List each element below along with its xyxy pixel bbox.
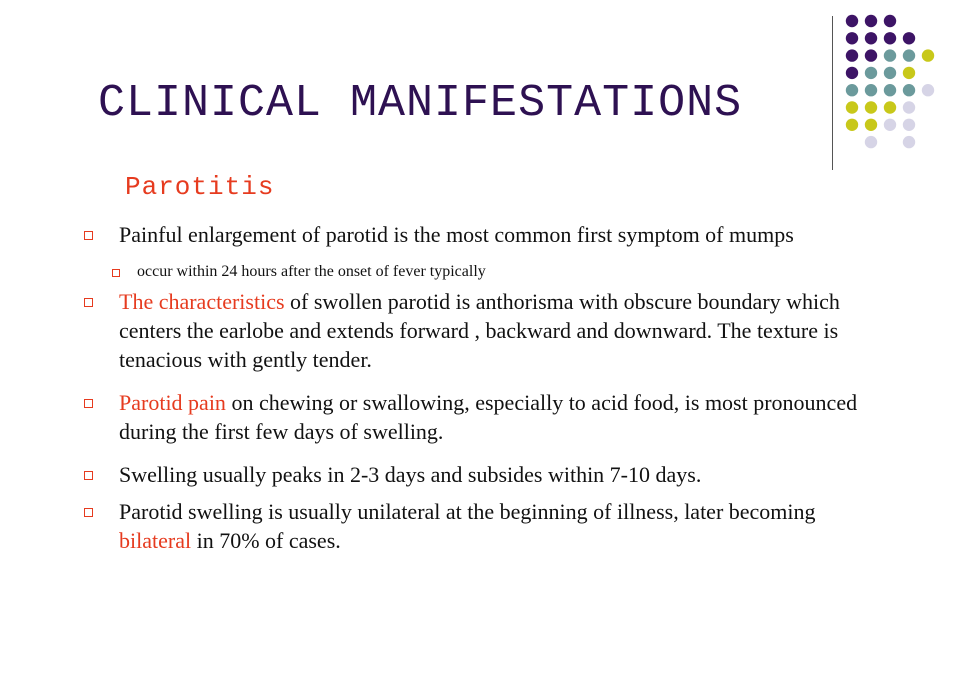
decorative-dot <box>846 84 858 96</box>
decorative-dot <box>846 15 858 27</box>
decorative-dot <box>846 101 858 113</box>
sub-bullet-item <box>84 261 884 283</box>
decorative-dot <box>846 49 858 61</box>
bullet-square-icon <box>84 231 93 240</box>
bullet-highlight: bilateral <box>119 528 192 553</box>
bullet-text: Painful enlargement of parotid is the most common first symptom of mumps <box>119 222 794 247</box>
bullet-square-icon <box>84 399 93 408</box>
bullet-highlight: Parotid pain <box>119 390 226 415</box>
decorative-dot <box>884 67 896 79</box>
decorative-dot <box>922 49 934 61</box>
bullet-square-icon <box>84 508 93 517</box>
decorative-dot <box>846 32 858 44</box>
bullet-square-icon <box>84 298 93 307</box>
decorative-dot <box>903 119 915 131</box>
bullet-square-icon <box>84 471 93 480</box>
slide-title: CLINICAL MANIFESTATIONS <box>98 78 743 129</box>
bullet-item <box>84 460 884 489</box>
bullet-item <box>84 388 884 446</box>
decorative-dot <box>846 119 858 131</box>
decorative-dot <box>865 15 877 27</box>
decorative-dot <box>903 136 915 148</box>
sub-bullet-text: occur within 24 hours after the onset of fever typically <box>137 263 486 280</box>
bullet-text: Swelling usually peaks in 2-3 days and subsides within 7-10 days. <box>119 462 702 487</box>
decorative-dot <box>903 49 915 61</box>
decorative-dot <box>884 15 896 27</box>
decorative-dot <box>922 84 934 96</box>
decorative-dot <box>865 67 877 79</box>
decorative-dot <box>865 136 877 148</box>
bullet-item <box>84 287 884 374</box>
decorative-dot <box>846 67 858 79</box>
decorative-dot <box>865 119 877 131</box>
decorative-dot <box>884 84 896 96</box>
decorative-dot <box>865 84 877 96</box>
decorative-dot <box>865 32 877 44</box>
bullet-text: on chewing or swallowing, especially to acid food, is most pronounced during the first few days of swelling. <box>119 390 858 444</box>
bullet-text: Parotid swelling is usually unilateral at the beginning of illness, later becoming <box>119 499 816 524</box>
bullet-text: of swollen parotid is anthorisma with obscure boundary which centers the earlobe and extends forward , backward and downward. The texture is tenacious with gently tender. <box>119 289 840 372</box>
decorative-dot <box>903 67 915 79</box>
bullet-item <box>84 497 884 555</box>
decorative-dot <box>884 32 896 44</box>
decorative-dot <box>903 32 915 44</box>
decorative-dot <box>884 49 896 61</box>
decorative-dot <box>884 119 896 131</box>
decorative-dot <box>865 101 877 113</box>
vertical-divider-line <box>832 16 833 170</box>
decorative-dot <box>903 101 915 113</box>
bullet-highlight: The characteristics <box>119 289 285 314</box>
slide-subtitle: Parotitis <box>125 172 275 202</box>
bullet-text-after: in 70% of cases. <box>191 528 341 553</box>
bullet-square-icon <box>112 269 120 277</box>
bullet-list <box>84 220 884 555</box>
decorative-dot <box>865 49 877 61</box>
bullet-item <box>84 220 884 249</box>
decorative-dot <box>903 84 915 96</box>
decorative-dot <box>884 101 896 113</box>
